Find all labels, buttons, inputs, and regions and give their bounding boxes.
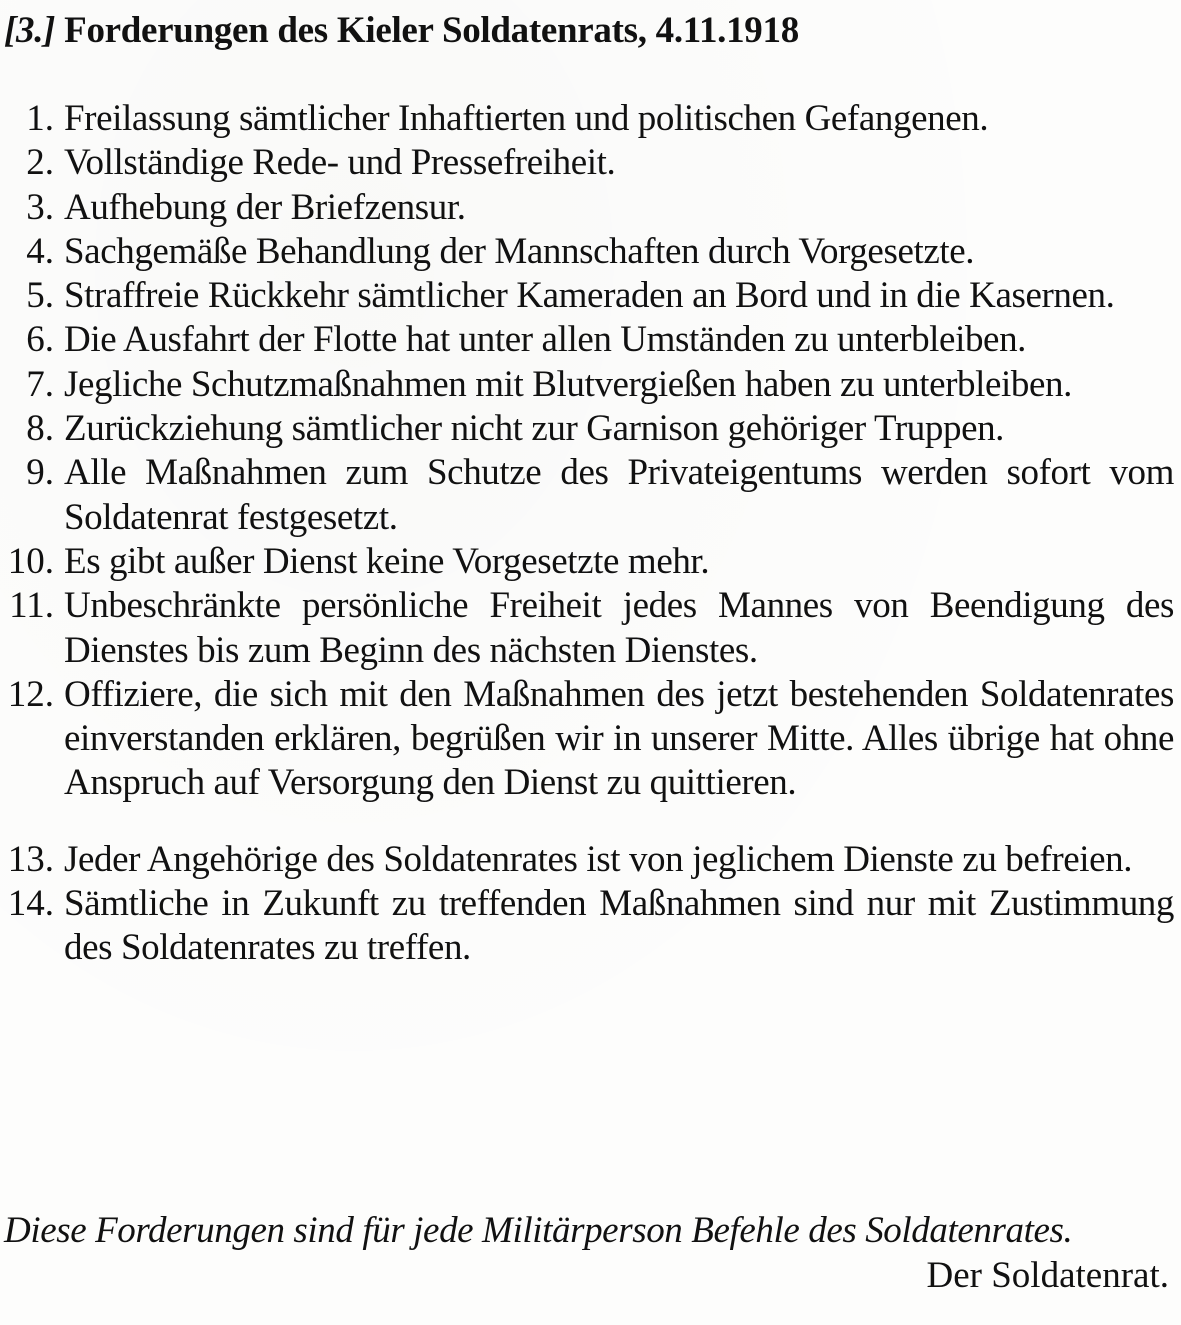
title-text: Forderungen des Kieler Soldatenrats, 4.11.1918 <box>64 10 799 51</box>
item-text: Zurückziehung sämtlicher nicht zur Garnison gehöriger Truppen. <box>64 408 1005 450</box>
item-number: 13. <box>7 838 54 880</box>
item-text: Die Ausfahrt der Flotte hat unter allen Umständen zu unterbleiben. <box>64 319 1027 361</box>
list-item <box>0 186 1181 230</box>
list-item <box>0 318 1181 362</box>
signature: Der Soldatenrat. <box>926 1255 1169 1296</box>
item-text: Jeder Angehörige des Soldatenrates ist von jeglichem Dienste zu befreien. <box>64 838 1133 880</box>
list-item <box>0 363 1181 407</box>
item-number: 8. <box>26 408 54 450</box>
item-number: 9. <box>26 452 54 494</box>
item-text: Es gibt außer Dienst keine Vorgesetzte mehr. <box>64 540 710 582</box>
list-item <box>0 540 1181 584</box>
item-number: 10. <box>7 540 54 582</box>
item-text: Jegliche Schutzmaßnahmen mit Blutvergießen haben zu unterbleiben. <box>64 363 1072 405</box>
list-item <box>0 584 1181 673</box>
list-item <box>0 673 1181 806</box>
item-text: Freilassung sämtlicher Inhaftierten und politischen Gefangenen. <box>64 98 989 139</box>
item-number: 2. <box>26 142 54 184</box>
item-text: Sämtliche in Zukunft zu treffenden Maßnahmen sind nur mit Zustimmung des Soldatenrates zu treffen. <box>64 883 1174 969</box>
item-text: Alle Maßnahmen zum Schutze des Privateigentums werden sofort vom Soldatenrat festgesetzt. <box>64 452 1174 538</box>
item-text: Vollständige Rede- und Pressefreiheit. <box>64 142 616 184</box>
document-title <box>4 6 799 56</box>
item-text: Unbeschränkte persönliche Freiheit jedes Mannes von Beendigung des Dienstes bis zum Beginn des nächsten Dienstes. <box>64 585 1174 671</box>
list-item <box>0 838 1181 882</box>
title-number: [3.] <box>4 10 56 51</box>
list-item <box>0 882 1181 971</box>
list-item <box>0 141 1181 185</box>
item-text: Offiziere, die sich mit den Maßnahmen des jetzt bestehenden Soldatenrates einverstanden erklären, begrüßen wir in unserer Mitte. Alles übrige hat ohne Anspruch auf Versorgung den Dienst zu quittieren. <box>64 673 1174 804</box>
item-text: Sachgemäße Behandlung der Mannschaften durch Vorgesetzte. <box>64 230 975 272</box>
list-item <box>0 97 1181 141</box>
item-number: 14. <box>7 883 54 925</box>
item-number: 3. <box>26 186 54 228</box>
list-item <box>0 451 1181 540</box>
list-item <box>0 230 1181 274</box>
item-text: Aufhebung der Briefzensur. <box>64 186 466 228</box>
item-number: 4. <box>26 230 54 272</box>
item-number: 1. <box>26 98 54 139</box>
item-text: Straffreie Rückkehr sämtlicher Kameraden an Bord und in die Kasernen. <box>64 275 1115 317</box>
item-number: 7. <box>26 363 54 405</box>
item-number: 12. <box>7 673 54 715</box>
item-number: 6. <box>26 319 54 361</box>
closing-statement: Diese Forderungen sind für jede Militärperson Befehle des Soldatenrates. <box>4 1210 1073 1251</box>
demands-list <box>0 97 1181 971</box>
list-item <box>0 274 1181 318</box>
item-number: 5. <box>26 275 54 317</box>
item-number: 11. <box>9 585 54 627</box>
list-item <box>0 407 1181 451</box>
